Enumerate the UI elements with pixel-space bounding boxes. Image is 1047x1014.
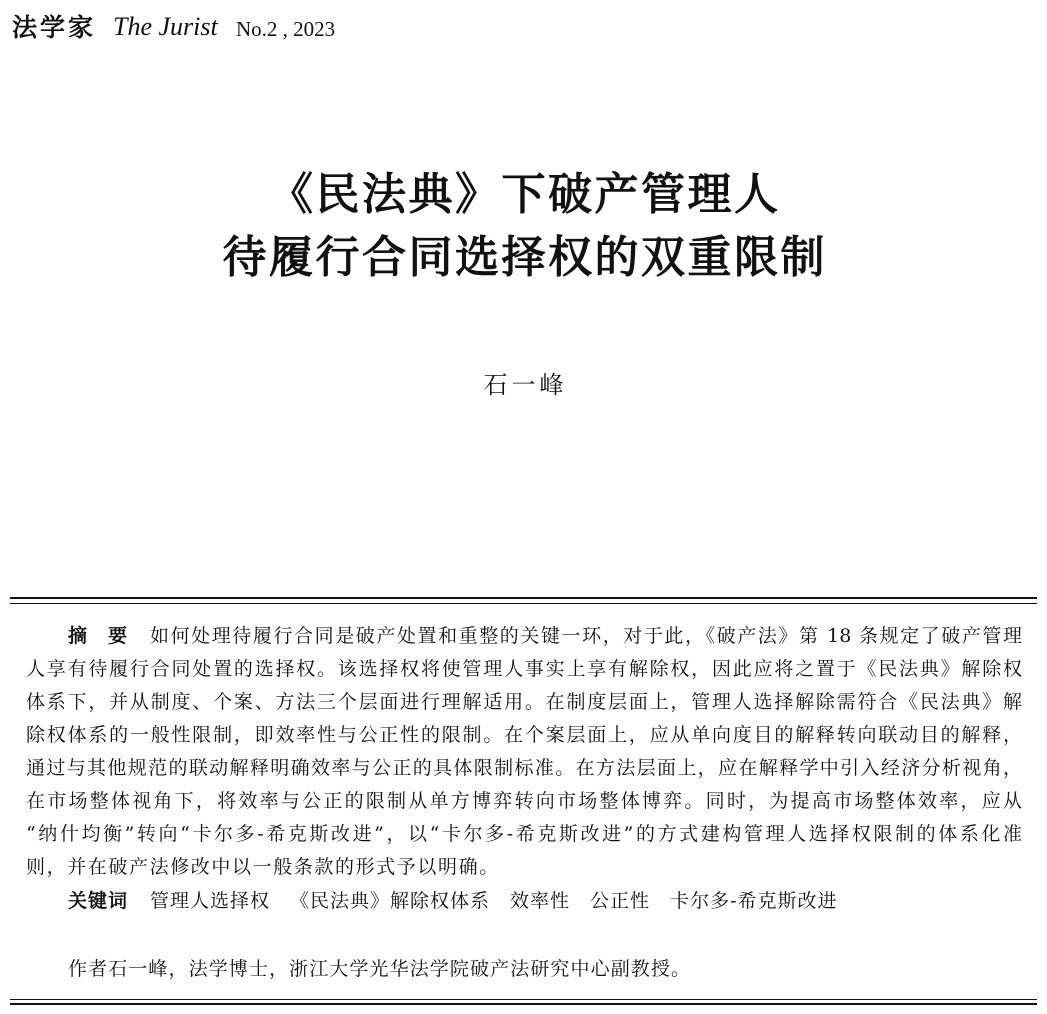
abstract-line: 体系下，并从制度、个案、方法三个层面进行理解适用。在制度层面上，管理人选择解除需符合《民法典》解 (26, 691, 1022, 713)
abstract (26, 620, 1022, 884)
abstract-line: 通过与其他规范的联动解释明确效率与公正的具体限制标准。在方法层面上，应在解释学中引入经济分析视角， (26, 757, 1022, 779)
article-title-line: 待履行合同选择权的双重限制 (222, 232, 827, 283)
keyword: 卡尔多-希克斯改进 (670, 890, 838, 912)
journal-name-en: The Jurist (113, 12, 218, 41)
abstract-line: 除权体系的一般性限制，即效率性与公正性的限制。在个案层面上，应从单向度目的解释转向联动目的解释， (26, 724, 1022, 746)
author-note: 作者石一峰，法学博士，浙江大学光华法学院破产法研究中心副教授。 (68, 958, 692, 980)
keyword: 公正性 (590, 890, 651, 912)
journal-header (0, 0, 1047, 50)
journal-name-cn: 法学家 (12, 13, 97, 42)
article-title-line: 《民法典》下破产管理人 (269, 169, 781, 220)
abstract-line: 人享有待履行合同处置的选择权。该选择权将使管理人事实上享有解除权，因此应将之置于《民法典》解除权 (26, 658, 1022, 680)
top-rule-thick (10, 597, 1037, 599)
article-title (0, 163, 1047, 289)
abstract-line: 则，并在破产法修改中以一般条款的形式予以明确。 (26, 856, 500, 878)
author-name: 石一峰 (483, 371, 568, 399)
keywords (68, 885, 857, 918)
keyword: 管理人选择权 (150, 890, 271, 912)
bottom-rule-thick (10, 1003, 1037, 1005)
keywords-label: 关键词 (68, 890, 129, 912)
abstract-text: 如何处理待履行合同是破产处置和重整的关键一环，对于此，《破产法》第 18 条规定了破产管理 (150, 625, 1022, 647)
bottom-rule-thin (10, 999, 1037, 1000)
abstract-line: “纳什均衡”转向“卡尔多-希克斯改进”，以“卡尔多-希克斯改进”的方式建构管理人选择权限制的体系化准 (26, 823, 1022, 845)
issue-number: No.2 , 2023 (236, 17, 336, 41)
abstract-line: 在市场整体视角下，将效率与公正的限制从单方博弈转向市场整体博弈。同时，为提高市场整体效率，应从 (26, 790, 1022, 812)
keyword: 《民法典》解除权体系 (290, 890, 491, 912)
top-rule-thin (10, 603, 1037, 604)
abstract-line (26, 620, 1022, 653)
abstract-label: 摘 要 (68, 625, 129, 647)
keyword: 效率性 (510, 890, 571, 912)
